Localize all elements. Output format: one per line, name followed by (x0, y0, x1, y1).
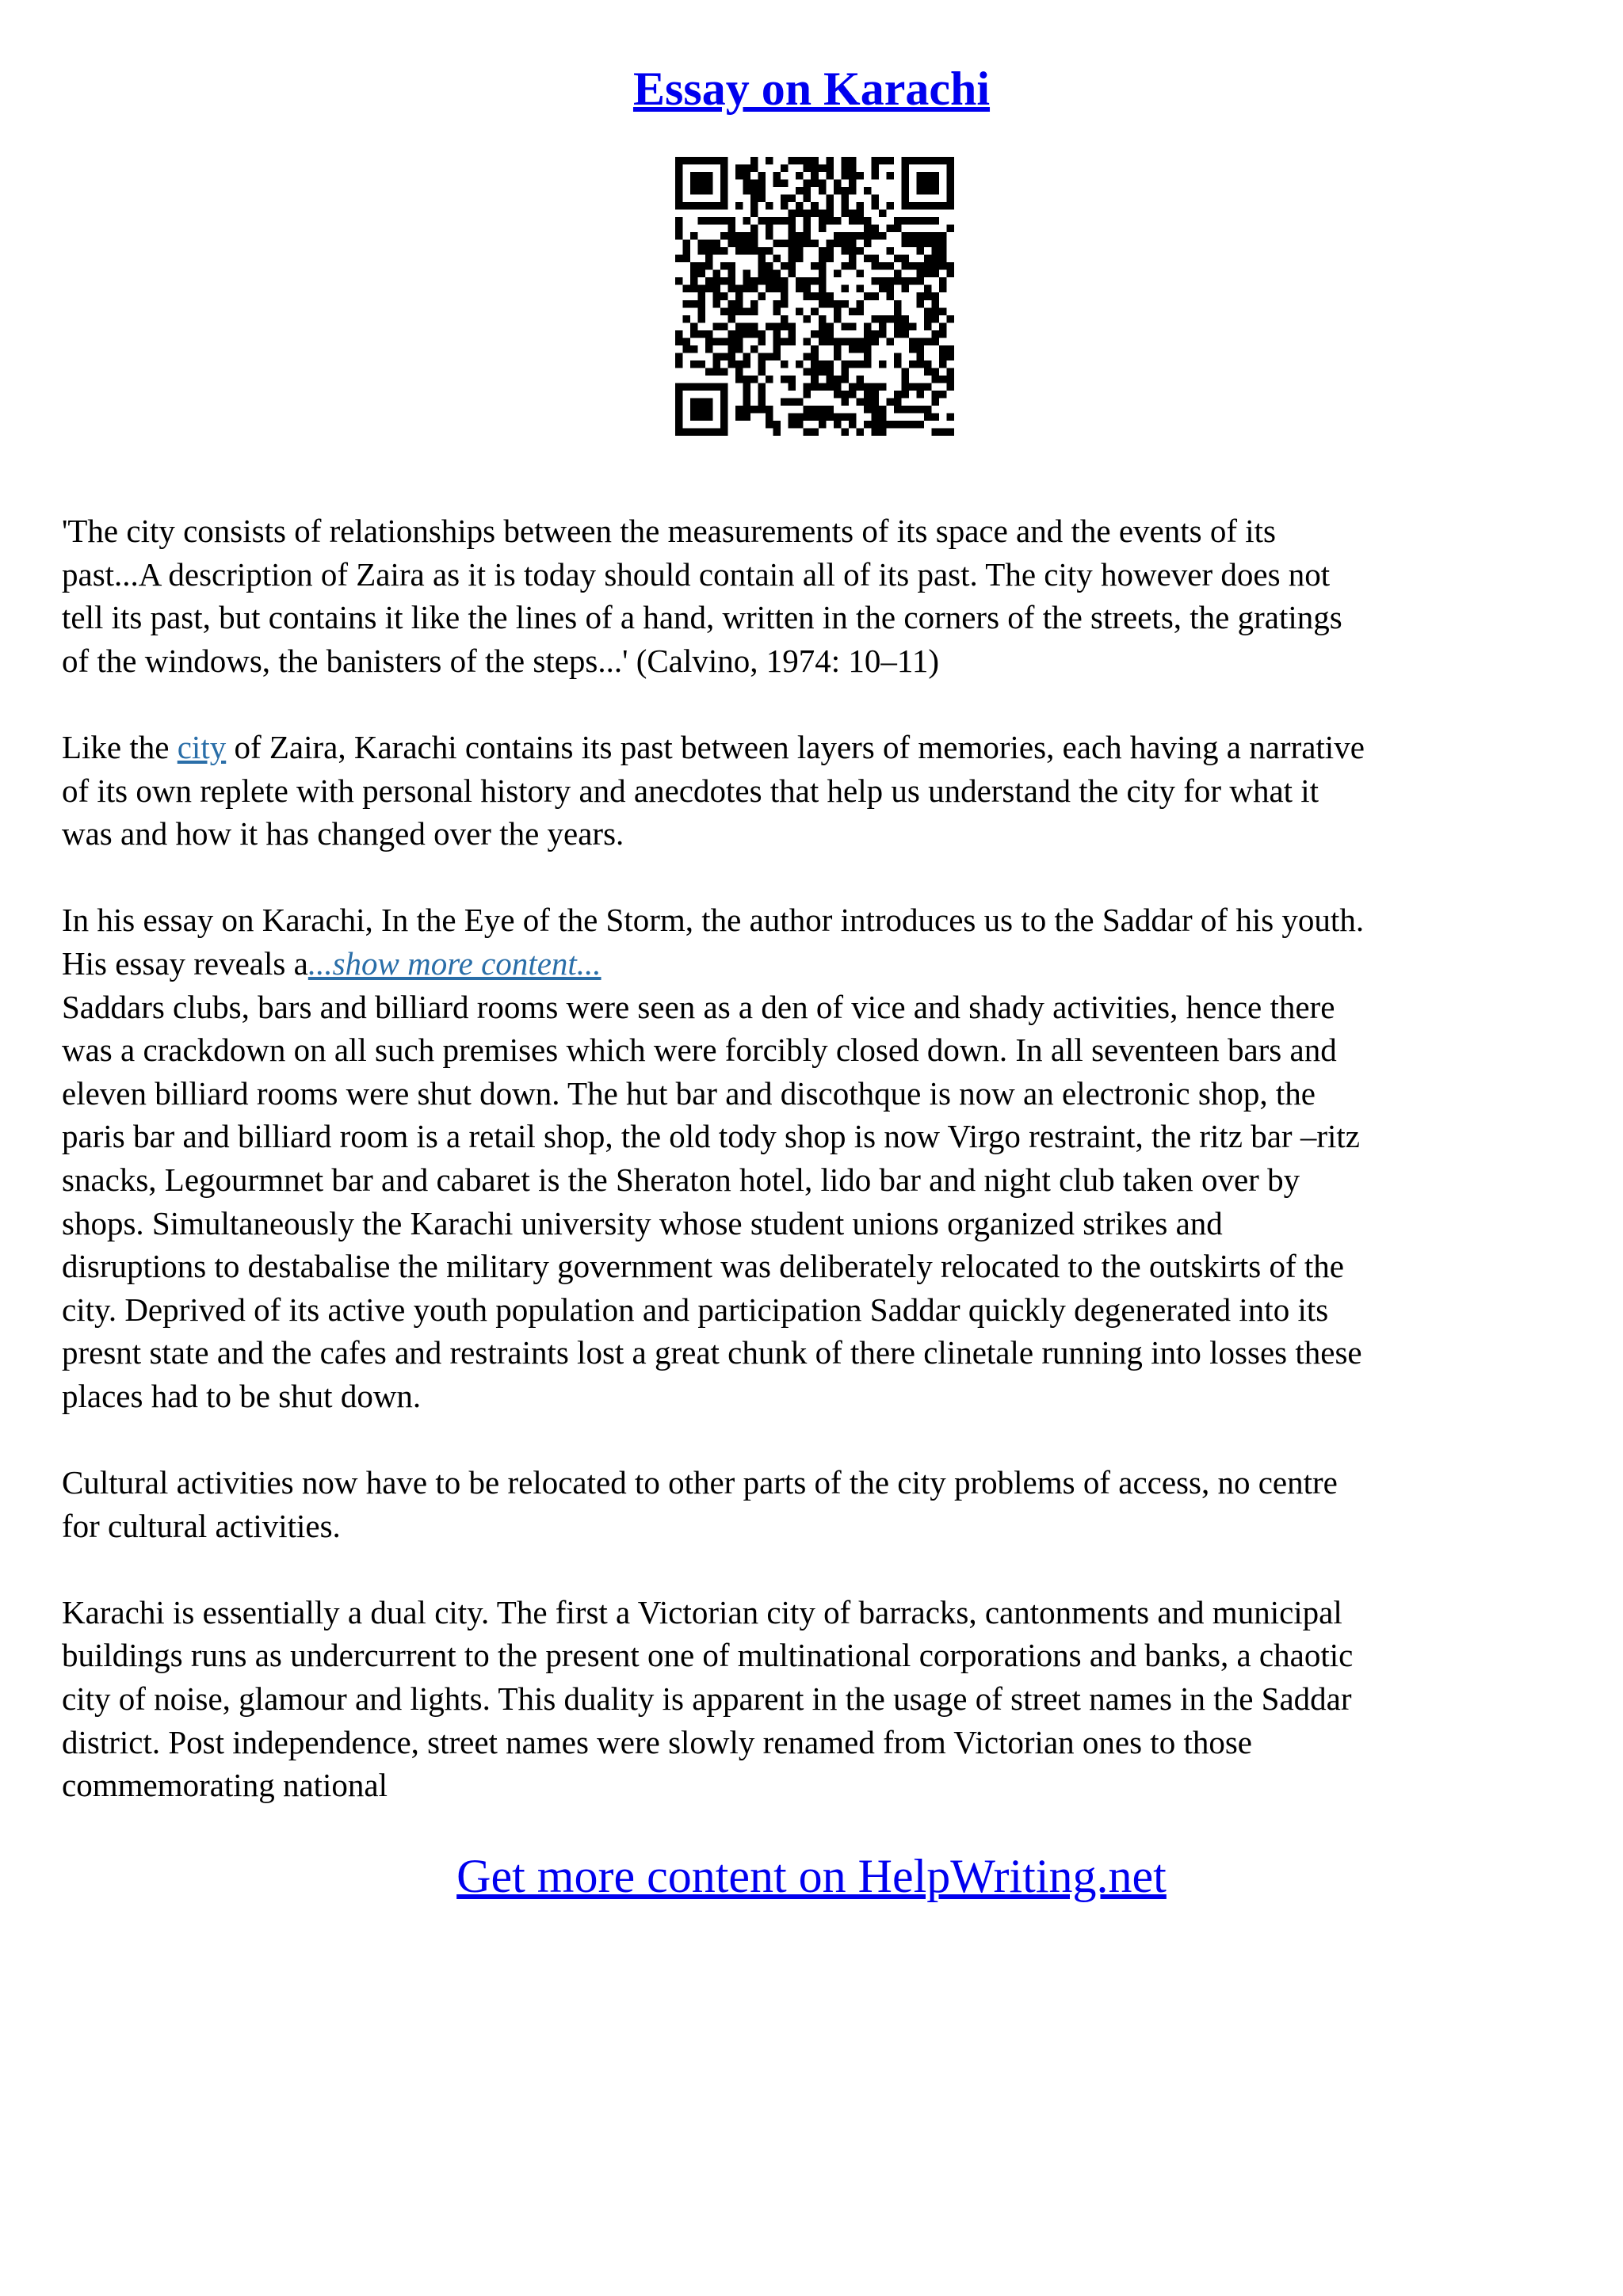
title-link[interactable]: Essay on Karachi (632, 63, 991, 115)
paragraph-dual-city: Karachi is essentially a dual city. The first a Victorian city of barracks, cantonments and municipal buildings runs as undercurrent to the present one of multinational corporations and banks, a chaotic city of noise, glamour and lights. This duality is apparent in the usage of street names in the Saddar district. Post independence, street names were slowly renamed from Victorian ones to those commemorating national (62, 1593, 1354, 1804)
city-link[interactable]: city (177, 728, 227, 765)
qr-code (675, 157, 954, 436)
helpwriting-link[interactable]: Get more content on HelpWriting.net (456, 1850, 1167, 1902)
show-more-link[interactable]: ...show more content... (307, 944, 601, 982)
paragraph-cultural: Cultural activities now have to be relocated to other parts of the city problems of access, no centre for cultural activities. (62, 1464, 1338, 1544)
paragraph-zaira (62, 726, 1568, 856)
paragraph-quote: 'The city consists of relationships between the measurements of its space and the events of its past...A description of Zaira as it is today should contain all of its past. The city however does not tell its past, but contains it like the lines of a hand, written in the corners of the streets, the gratings of the windows, the banisters of the steps...' (Calvino, 1974: 10–11) (62, 513, 1342, 679)
paragraph-essay-intro-text: In his essay on Karachi, In the Eye of the Storm, the author introduces us to the Saddar of his youth. His essay reveals a (62, 902, 1365, 982)
paragraph-zaira-end: of Zaira, Karachi contains its past between layers of memories, each having a narrative of its own replete with personal history and anecdotes that help us understand the city for what it was and how it has changed over the years. (62, 728, 1365, 852)
footer (0, 1846, 1623, 1906)
paragraph-saddar: Saddars clubs, bars and billiard rooms were seen as a den of vice and shady activities, hence there was a crackdown on all such premises which were forcibly closed down. In all seventeen bars and eleven billiard rooms were shut down. The hut bar and discothque is now an electronic shop, the paris bar and billiard room is a retail shop, the old tody shop is now Virgo restraint, the ritz bar –ritz snacks, Legourmnet bar and cabaret is the Sheraton hotel, lido bar and night club taken over by shops. Simultaneously the Karachi university whose student unions organized strikes and disruptions to destabalise the military government was deliberately relocated to the outskirts of the city. Deprived of its active youth population and participation Saddar quickly degenerated into its presnt state and the cafes and restraints lost a great chunk of there clinetale running into losses these places had to be shut down. (62, 988, 1362, 1414)
page-title (0, 59, 1623, 119)
paragraph-zaira-start: Like the (62, 728, 178, 765)
essay-body (62, 509, 1568, 1850)
paragraph-essay-intro (62, 898, 1568, 985)
